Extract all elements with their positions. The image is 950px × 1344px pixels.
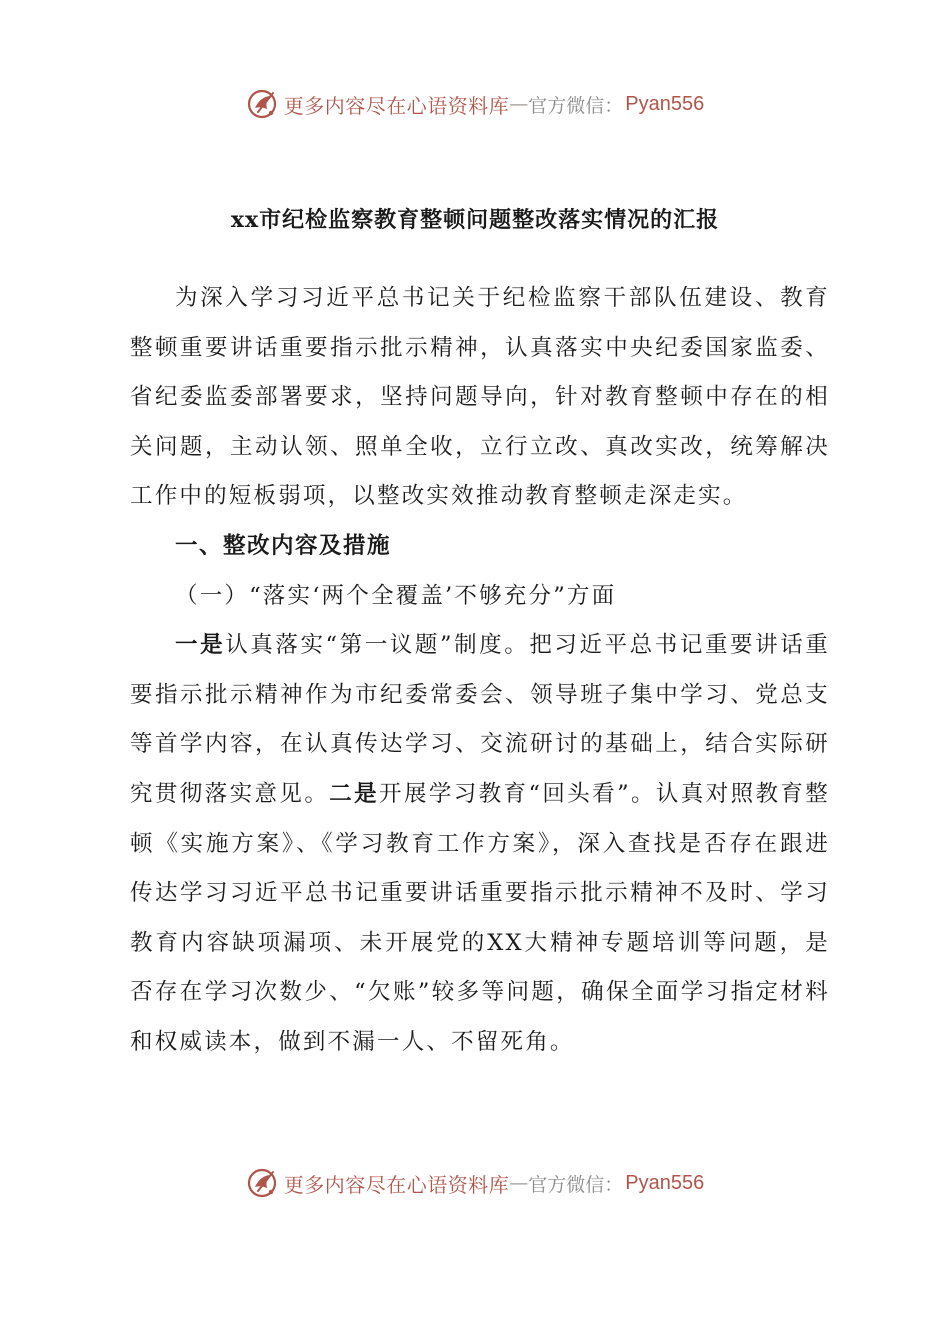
measure-text-1: 认真落实“第一议题”制度。把习近平总书记重要讲话重要指示批示精神作为市纪委常委会、领导班子集中学习、党总支等首学内容，在认真传达学习、交流研讨的基础上，结合实际研究贯彻落实意见。 [130, 632, 830, 807]
brand-logo-icon [246, 87, 280, 121]
subsection-heading: （一）“落实‘两个全覆盖’不够充分”方面 [175, 582, 617, 609]
wechat-id: Pyan556 [625, 1171, 705, 1194]
wechat-label: 官方微信： [528, 94, 624, 117]
header-watermark-banner [0, 84, 950, 124]
brand-name-text: 更多内容尽在心语资料库 [283, 1172, 510, 1197]
document-title: xx市纪检监察教育整顿问题整改落实情况的汇报 [230, 207, 720, 233]
brand-logo-icon [246, 1166, 280, 1200]
brand-name-text: 更多内容尽在心语资料库 [283, 93, 510, 118]
intro-paragraph: 为深入学习习近平总书记关于纪检监察干部队伍建设、教育整顿重要讲话重要指示批示精神，认真落实中央纪委国家监委、省纪委监委部署要求，坚持问题导向，针对教育整顿中存在的相关问题，主动认领、照单全收，立行立改、真改实改，统筹解决工作中的短板弱项，以整改实效推动教育整顿走深走实。 [130, 285, 830, 510]
brand-separator: — [509, 93, 529, 115]
document-body [130, 274, 830, 1068]
wechat-label: 官方微信： [528, 1173, 624, 1196]
wechat-id: Pyan556 [625, 92, 705, 115]
footer-watermark-banner [0, 1163, 950, 1203]
lead-marker-2: 二是 [329, 780, 380, 807]
lead-marker-1: 一是 [175, 632, 226, 659]
measure-text-2: 开展学习教育“回头看”。认真对照教育整顿《实施方案》、《学习教育工作方案》，深入查找是否存在跟进传达学习习近平总书记重要讲话重要指示批示精神不及时、学习教育内容缺项漏项、未开展党的XX大精神专题培训等问题，是否存在学习次数少、“欠账”较多等问题，确保全面学习指定材料和权威读本，做到不漏一人、不留死角。 [130, 780, 830, 1055]
section-heading: 一、整改内容及措施 [175, 532, 392, 559]
brand-separator: — [509, 1172, 529, 1194]
measures-paragraph [130, 621, 830, 1067]
